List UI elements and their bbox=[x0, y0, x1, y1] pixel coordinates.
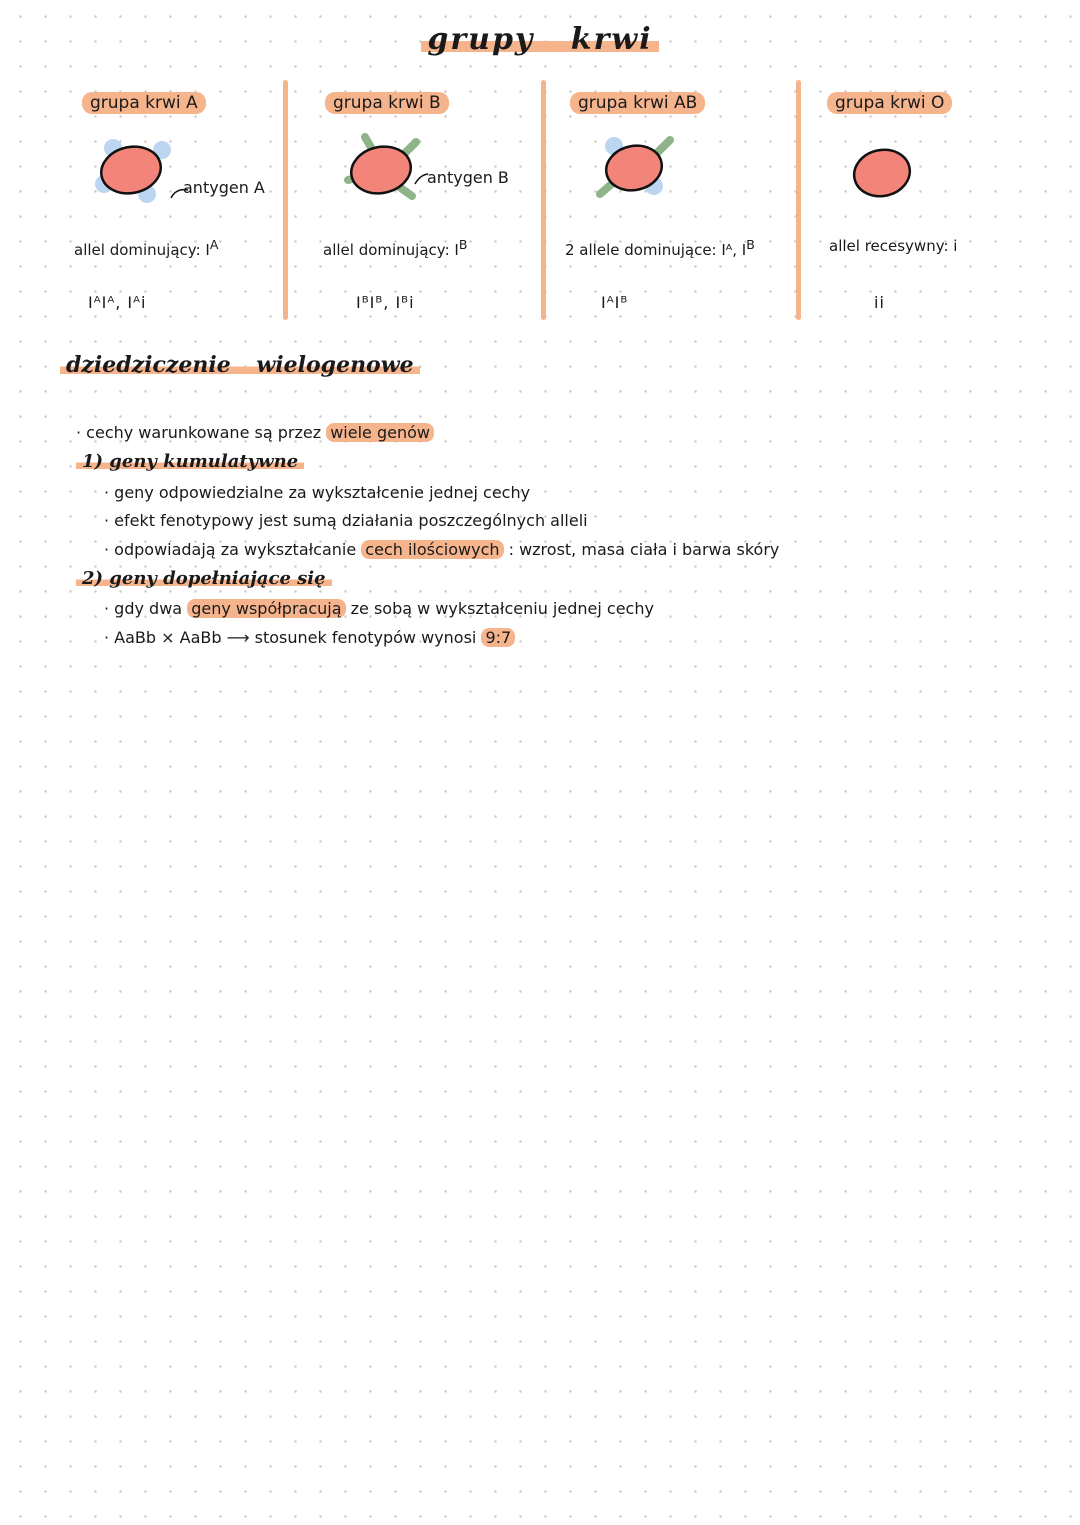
list-item: · efekt fenotypowy jest sumą działania poszczególnych alleli bbox=[104, 511, 588, 530]
genotype-a: IᴬIᴬ, Iᴬi bbox=[88, 293, 147, 312]
subheading-cumulative: 1) geny kumulatywne bbox=[76, 451, 304, 472]
blood-group-ab-heading: grupa krwi AB bbox=[570, 92, 705, 114]
column-divider bbox=[283, 80, 288, 320]
list-item: · gdy dwa geny współpracują ze sobą w wykształceniu jednej cechy bbox=[104, 599, 654, 618]
subheading-complementary: 2) geny dopełniające się bbox=[76, 568, 332, 589]
intro-line: · cechy warunkowane są przez wiele genów bbox=[76, 423, 434, 442]
list-item: · odpowiadają za wykształcanie cech ilościowych : wzrost, masa ciała i barwa skóry bbox=[104, 540, 780, 559]
genotype-ab: IᴬIᴮ bbox=[601, 293, 629, 312]
allele-b-text: allel dominujący: $I^B$ bbox=[323, 237, 468, 259]
blood-group-o-heading: grupa krwi O bbox=[827, 92, 952, 114]
blood-group-a-heading: grupa krwi A bbox=[82, 92, 206, 114]
list-item: · geny odpowiedzialne za wykształcenie jednej cechy bbox=[104, 483, 531, 502]
blood-cell-o-icon bbox=[848, 142, 918, 204]
allele-o-text: allel recesywny: i bbox=[829, 237, 958, 255]
blood-cell-ab-icon bbox=[592, 132, 682, 212]
blood-group-b-heading: grupa krwi B bbox=[325, 92, 449, 114]
blood-cell-a-icon bbox=[90, 132, 180, 212]
column-divider bbox=[796, 80, 801, 320]
page-title: grupy krwi bbox=[0, 22, 1080, 57]
genotype-o: ii bbox=[874, 293, 885, 312]
allele-a-text: allel dominujący: $I^A$ bbox=[74, 237, 219, 259]
list-item: · AaBb × AaBb ⟶ stosunek fenotypów wynosi 9:7 bbox=[104, 628, 515, 647]
allele-ab-text: 2 allele dominujące: Iᴬ, $I^B$ bbox=[565, 237, 755, 259]
antigen-a-label: antygen A bbox=[183, 178, 265, 197]
antigen-b-label: antygen B bbox=[427, 168, 509, 187]
section-title: dziedziczenie wielogenowe bbox=[60, 352, 420, 378]
column-divider bbox=[541, 80, 546, 320]
genotype-b: IᴮIᴮ, Iᴮi bbox=[356, 293, 415, 312]
